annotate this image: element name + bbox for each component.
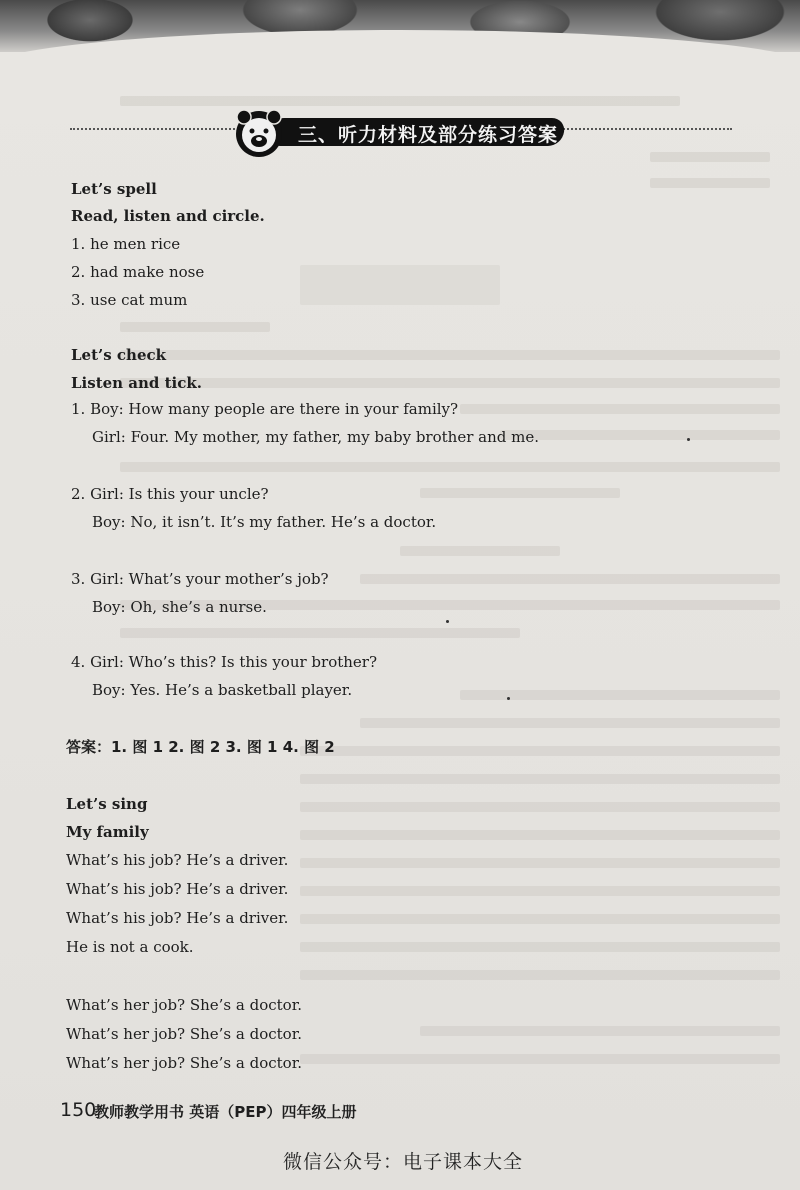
banner-title: 三、听力材料及部分练习答案	[298, 124, 559, 146]
spell-heading: Let’s spell	[71, 180, 157, 198]
spell-item: 2. had make nose	[71, 263, 205, 281]
section-banner	[232, 112, 564, 152]
song-line: What’s his job? He’s a driver.	[66, 880, 289, 898]
dialogue-question: 2. Girl: Is this your uncle?	[71, 485, 269, 503]
check-heading: Let’s check	[71, 346, 167, 364]
dialogue-answer: Boy: Yes. He’s a basketball player.	[92, 681, 353, 699]
song-line: What’s her job? She’s a doctor.	[66, 1025, 302, 1043]
dialogue-answer: Boy: No, it isn’t. It’s my father. He’s a doctor.	[92, 513, 437, 531]
song-line: What’s his job? He’s a driver.	[66, 851, 289, 869]
song-line: What’s her job? She’s a doctor.	[66, 996, 302, 1014]
dialogue-question: 4. Girl: Who’s this? Is this your brother?	[71, 653, 378, 671]
speck	[446, 620, 449, 623]
sing-heading: Let’s sing	[66, 795, 148, 813]
spell-instruction: Read, listen and circle.	[71, 207, 265, 225]
dialogue-question: 3. Girl: What’s your mother’s job?	[71, 570, 329, 588]
speck	[687, 438, 690, 441]
speck	[507, 697, 510, 700]
check-instruction: Listen and tick.	[71, 374, 203, 392]
watermark: 微信公众号：电子课本大全	[283, 1151, 524, 1173]
song-line: What’s her job? She’s a doctor.	[66, 1054, 302, 1072]
dialogue-answer: Boy: Oh, she’s a nurse.	[92, 598, 267, 616]
song-line: He is not a cook.	[66, 938, 194, 956]
dialogue-question: 1. Boy: How many people are there in your family?	[71, 400, 459, 418]
dialogue-answer: Girl: Four. My mother, my father, my baby brother and me.	[92, 428, 539, 446]
banner-rule-right	[560, 128, 732, 130]
bear-icon	[232, 108, 286, 158]
banner-rule-left	[70, 128, 250, 130]
page-number: 150	[60, 1099, 97, 1121]
answer-key: 答案：1. 图 1 2. 图 2 3. 图 1 4. 图 2	[66, 738, 335, 756]
book-title: 教师教学用书 英语（PEP）四年级上册	[94, 1103, 357, 1121]
spell-item: 3. use cat mum	[71, 291, 188, 309]
spell-item: 1. he men rice	[71, 235, 181, 253]
song-line: What’s his job? He’s a driver.	[66, 909, 289, 927]
song-title: My family	[66, 823, 149, 841]
